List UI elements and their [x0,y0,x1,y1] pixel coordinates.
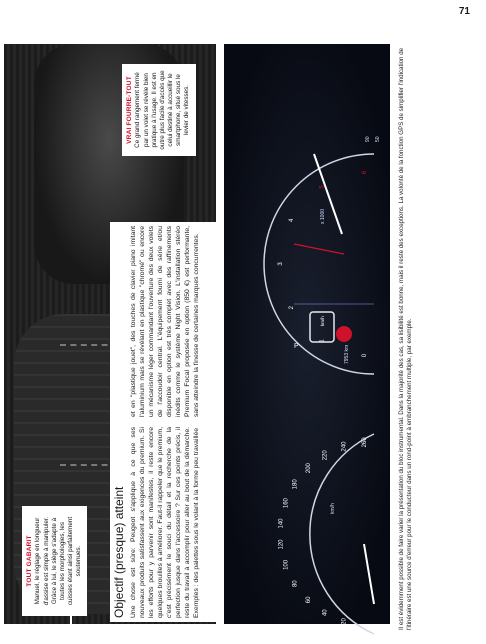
rpm-unit: x 1000 [320,208,326,224]
rpm-tick-label: 2 [289,306,295,310]
caption-text: Manuel, le réglage en longueur d'assise est simple à manipuler. Grâce à lui, le siège s'adapte à toutes les morphologies, les cuisses étant ainsi parfaitement soutenues. [34,516,83,606]
temp-label-low: 50 [375,136,381,142]
rpm-needle [314,154,342,234]
article [110,222,224,622]
cluster-svg [224,44,390,628]
caption-text: Ce grand rangement fermé par un volet se révèle bien pratique à l'usage. Il est en outre plus facile d'accès que celui destiné à accueillir le smartphone, situé sous le levier de vitesses. [134,70,191,150]
rpm-tick-label: 3 [278,262,284,266]
rpm-redline [294,244,344,254]
speed-tick-label: 20 [341,618,348,625]
footnote: Il est évidemment possible de faire varier la présentation du bloc instrumental. Dans la majorité des cas, sa lisibilité est bonne, mais il reste des exceptions. La volonté de la fonction GPS de simplifier l'indication de l'itinéraire est une source d'erreur pour le conducteur dans un rond-point à embranchement multiple, par exemple. [398,47,414,630]
temp-label-high: 90 [365,136,371,142]
speed-tick-label: 200 [305,463,312,474]
caption-heading: VRAI FOURRE-TOUT [126,76,133,144]
article-title: Objectif (presque) atteint [112,486,126,618]
rpm-tick-label: 4 [289,218,295,222]
speed-tick-label: 0 [362,623,368,628]
unit-small: km/h [320,316,325,326]
caption-heading: TOUT GABARIT [26,535,33,587]
rpm-tick-label: 1 [319,339,326,343]
instrument-cluster-photo [224,44,390,628]
speed-arc [310,434,374,634]
speed-tick-label: 60 [305,596,312,604]
speed-tick-label: 160 [283,498,290,509]
speed-tick-label: 240 [341,441,348,452]
rpm-tick-label: 0 [362,353,368,358]
speed-tick-label: 80 [292,580,299,588]
speed-tick-label: 40 [322,609,329,617]
speed-needle [364,544,374,604]
caption-vrai-fourre-tout [122,64,196,156]
article-column-1: Une chose est sûre: Peugeot s'applique à ce que ses nouveaux produits satisfassent aux exigences du premium. Si les efforts pour y parvenir sont manifestes, il reste encore quelques brouilles à améliorer. Faut-il rappeler que le premium, c'est précisément le souci du détail et la recherche de la perfection jusque dans l'accessoire ? Sur ces points précis, il reste du travail à accomplir pour aller au bout de la démarche. Exemples : des palettes sous le volant à la forme peu travaillée [129,427,200,618]
speed-unit: km/h [330,503,336,514]
speed-tick-label: 120 [278,539,285,550]
speed-tick-label: 260 [362,437,368,448]
warning-icon [336,326,352,342]
article-column-2: et en "plastique jouet", des touches de clavier piano imitant l'aluminium mais se révélant en plastique "chromé" ou encore un mécanisme léger commandant l'ouverture des deux volets de l'accoudoir central. L'équipement fourni de série et/ou disponible en option est très complet avec des raffinements inédits comme le système Night Vision. L'installation stéréo Premium Focal proposée en option (850 €) est performante, sans atteindre la finesse de certaines marques concurrentes. [129,226,200,417]
page-number: 71 [458,6,470,17]
rpm-tick-label: 6 [362,170,368,175]
speed-tick-label: 100 [283,559,290,570]
rpm-tick-label: 5 [319,185,326,189]
caption-tout-gabarit [22,506,87,616]
speed-tick-label: 140 [278,518,285,529]
speed-tick-label: 180 [292,479,299,490]
speed-tick-label: 220 [322,450,329,461]
odometer: 7953 km [344,344,350,364]
gear-indicator: P [294,343,299,350]
